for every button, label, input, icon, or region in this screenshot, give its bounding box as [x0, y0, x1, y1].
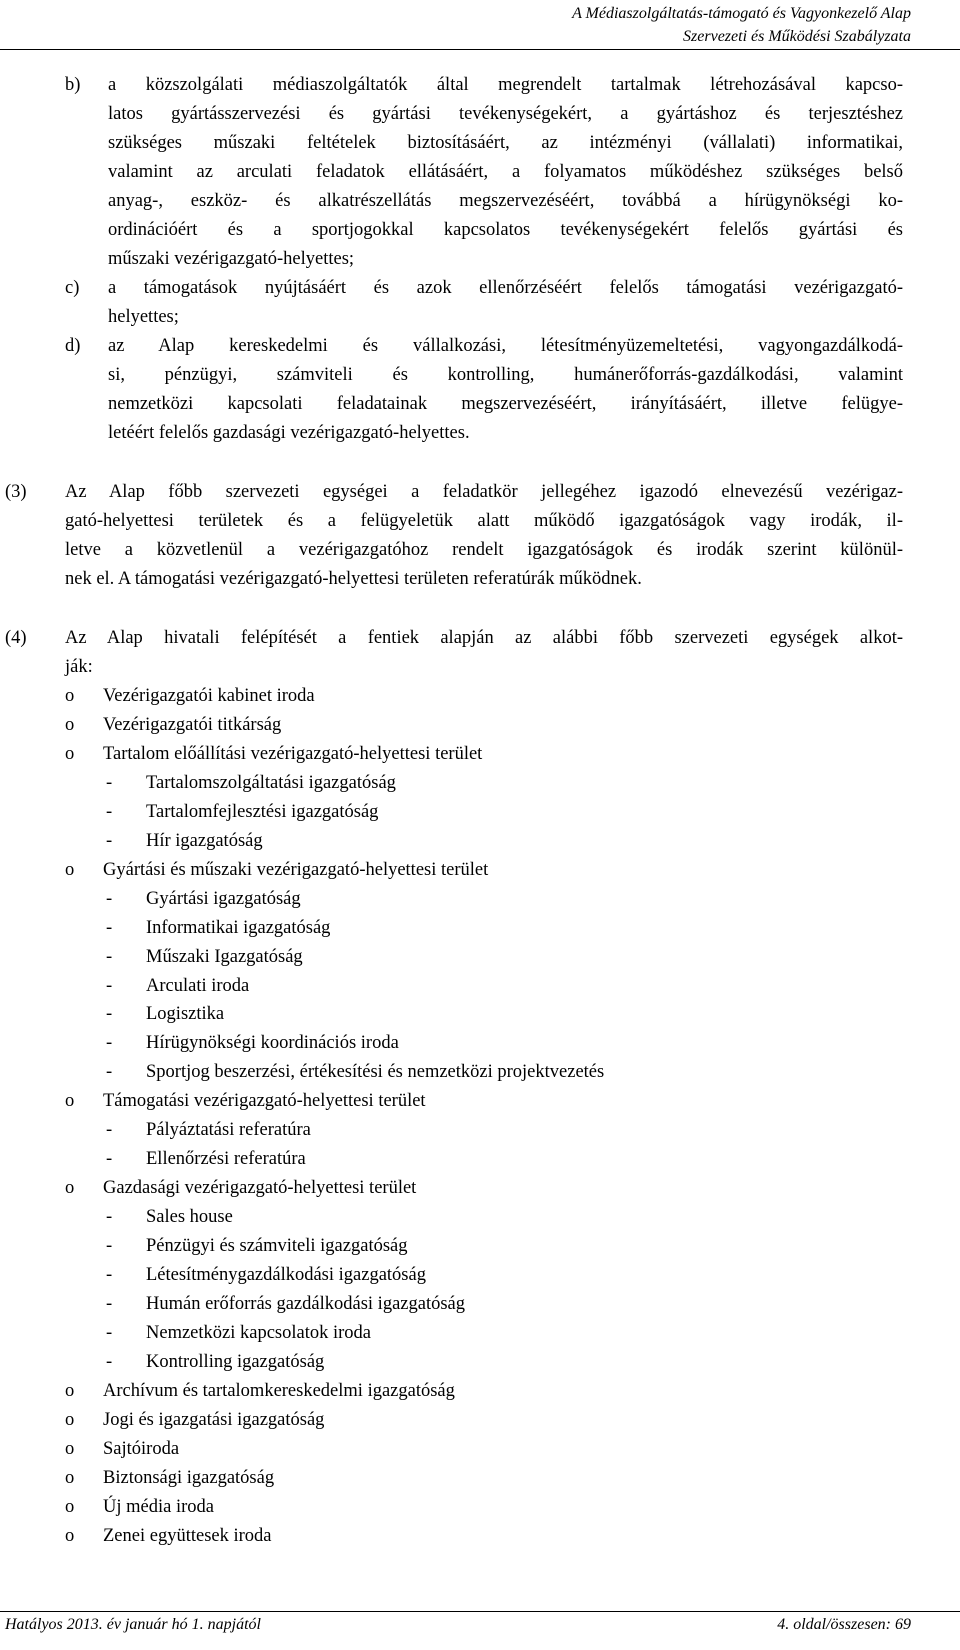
- item-line: anyag-, eszköz- és alkatrészellátás megszervezéséért, továbbá a hírügynökségi ko-: [108, 191, 903, 211]
- dash-bullet: -: [106, 1062, 113, 1083]
- header-line-1: A Médiaszolgáltatás-támogató és Vagyonkezelő Alap: [572, 5, 911, 22]
- item-line: si, pénzügyi, számviteli és kontrolling, humánerőforrás-gazdálkodási, valamint: [108, 365, 903, 385]
- org-unit-name: Archívum és tartalomkereskedelmi igazgatóság: [103, 1380, 455, 1401]
- org-unit-name: Sales house: [146, 1207, 233, 1228]
- dash-bullet: -: [106, 1322, 113, 1343]
- o-bullet: o: [65, 714, 75, 735]
- org-unit-name: Sportjog beszerzési, értékesítési és nemzetközi projektvezetés: [146, 1062, 605, 1083]
- org-unit-name: Zenei együttesek iroda: [103, 1525, 272, 1546]
- item-line: nemzetközi kapcsolati feladatainak megszervezéséért, irányításáért, illetve felügye-: [108, 394, 903, 414]
- o-bullet: o: [65, 1467, 75, 1488]
- org-unit-name: Hírügynökségi koordinációs iroda: [146, 1033, 399, 1054]
- org-unit-name: Pályáztatási referatúra: [146, 1120, 311, 1141]
- o-bullet: o: [65, 1438, 75, 1459]
- paragraph-label: (4): [5, 628, 27, 648]
- item-line: a támogatások nyújtásáért és azok ellenőrzéséért felelős támogatási vezérigazgató-: [108, 278, 903, 298]
- dash-bullet: -: [106, 1293, 113, 1314]
- org-unit-name: Gyártási és műszaki vezérigazgató-helyettesi terület: [103, 859, 489, 880]
- org-unit-name: Tartalomszolgáltatási igazgatóság: [146, 772, 396, 793]
- org-unit-name: Ellenőrzési referatúra: [146, 1149, 306, 1170]
- o-bullet: o: [65, 859, 75, 880]
- org-unit-name: Támogatási vezérigazgató-helyettesi terület: [103, 1091, 426, 1112]
- org-unit-name: Informatikai igazgatóság: [146, 917, 331, 938]
- item-line: szükséges műszaki feltételek biztosításáért, az intézményi (vállalati) informatikai,: [108, 133, 903, 153]
- org-unit-name: Jogi és igazgatási igazgatóság: [103, 1409, 325, 1430]
- org-unit-name: Tartalomfejlesztési igazgatóság: [146, 801, 379, 822]
- dash-bullet: -: [106, 1236, 113, 1257]
- dash-bullet: -: [106, 1265, 113, 1285]
- dash-bullet: -: [106, 772, 113, 793]
- footer-page-number: 4. oldal/összesen: 69: [777, 1616, 911, 1633]
- org-unit-name: Kontrolling igazgatóság: [146, 1351, 325, 1372]
- paragraph-label: (3): [5, 482, 27, 502]
- o-bullet: o: [65, 1178, 75, 1199]
- org-unit-name: Műszaki Igazgatóság: [146, 946, 303, 967]
- item-line: helyettes;: [108, 307, 179, 327]
- paragraph-line: Az Alap hivatali felépítését a fentiek alapján az alábbi főbb szervezeti egységek alkot-: [65, 628, 903, 648]
- item-line: latos gyártásszervezési és gyártási tevékenységekért, a gyártáshoz és terjesztéshez: [108, 104, 903, 124]
- org-unit-name: Vezérigazgatói kabinet iroda: [103, 686, 315, 706]
- item-label: d): [65, 336, 81, 356]
- footer-effective-date: Hatályos 2013. év január hó 1. napjától: [5, 1616, 261, 1633]
- o-bullet: o: [65, 1380, 75, 1401]
- org-unit-name: Pénzügyi és számviteli igazgatóság: [146, 1236, 408, 1257]
- org-unit-name: Gazdasági vezérigazgató-helyettesi terület: [103, 1178, 417, 1199]
- org-unit-name: Biztonsági igazgatóság: [103, 1467, 275, 1488]
- o-bullet: o: [65, 743, 75, 764]
- o-bullet: o: [65, 1525, 75, 1546]
- item-line: az Alap kereskedelmi és vállalkozási, létesítményüzemeltetési, vagyongazdálkodá-: [108, 336, 903, 356]
- paragraph-line: ják:: [65, 657, 93, 677]
- paragraph-line: nek el. A támogatási vezérigazgató-helyettesi területen referatúrák működnek.: [65, 569, 642, 589]
- footer-rule: [0, 1611, 960, 1612]
- dash-bullet: -: [106, 888, 113, 909]
- org-unit-name: Humán erőforrás gazdálkodási igazgatóság: [146, 1293, 465, 1314]
- paragraph-line: Az Alap főbb szervezeti egységei a feladatkör jellegéhez igazodó elnevezésű vezérigaz-: [65, 482, 903, 502]
- header-line-2: Szervezeti és Működési Szabályzata: [683, 28, 911, 45]
- o-bullet: o: [65, 1496, 75, 1517]
- o-bullet: o: [65, 686, 75, 706]
- o-bullet: o: [65, 1091, 75, 1112]
- dash-bullet: -: [106, 1149, 113, 1170]
- org-unit-name: Sajtóiroda: [103, 1438, 180, 1459]
- item-line: valamint az arculati feladatok ellátásáért, a folyamatos működéshez szükséges belső: [108, 162, 903, 182]
- header-rule: [0, 49, 960, 50]
- item-line: ordinációért és a sportjogokkal kapcsolatos tevékenységekért felelős gyártási és: [108, 220, 903, 240]
- item-line: műszaki vezérigazgató-helyettes;: [108, 249, 355, 269]
- dash-bullet: -: [106, 830, 113, 851]
- dash-bullet: -: [106, 1033, 113, 1054]
- org-unit-name: Hír igazgatóság: [146, 830, 263, 851]
- org-unit-name: Nemzetközi kapcsolatok iroda: [146, 1322, 371, 1343]
- page-header: [572, 2, 911, 48]
- dash-bullet: -: [106, 801, 113, 822]
- paragraph-line: gató-helyettesi területek és a felügyeletük alatt működő igazgatóságok vagy irodák, il-: [65, 511, 903, 531]
- org-unit-name: Gyártási igazgatóság: [146, 888, 301, 909]
- paragraph-line: letve a közvetlenül a vezérigazgatóhoz rendelt igazgatóságok és irodák szerint különül-: [65, 540, 903, 560]
- item-label: b): [65, 75, 81, 95]
- org-unit-name: Új média iroda: [103, 1496, 214, 1517]
- dash-bullet: -: [106, 1004, 113, 1025]
- org-unit-name: Logisztika: [146, 1004, 225, 1025]
- o-bullet: o: [65, 1409, 75, 1430]
- dash-bullet: -: [106, 946, 113, 967]
- dash-bullet: -: [106, 1351, 113, 1372]
- dash-bullet: -: [106, 1120, 113, 1141]
- org-unit-name: Vezérigazgatói titkárság: [103, 714, 282, 735]
- dash-bullet: -: [106, 917, 113, 938]
- dash-bullet: -: [106, 1207, 113, 1228]
- org-unit-name: Tartalom előállítási vezérigazgató-helyettesi terület: [103, 743, 483, 764]
- item-line: a közszolgálati médiaszolgáltatók által megrendelt tartalmak létrehozásával kapcso-: [108, 75, 903, 95]
- item-line: letéért felelős gazdasági vezérigazgató-helyettes.: [108, 423, 470, 443]
- org-unit-name: Létesítménygazdálkodási igazgatóság: [146, 1265, 426, 1285]
- org-unit-name: Arculati iroda: [146, 975, 250, 996]
- dash-bullet: -: [106, 975, 113, 996]
- item-label: c): [65, 278, 80, 298]
